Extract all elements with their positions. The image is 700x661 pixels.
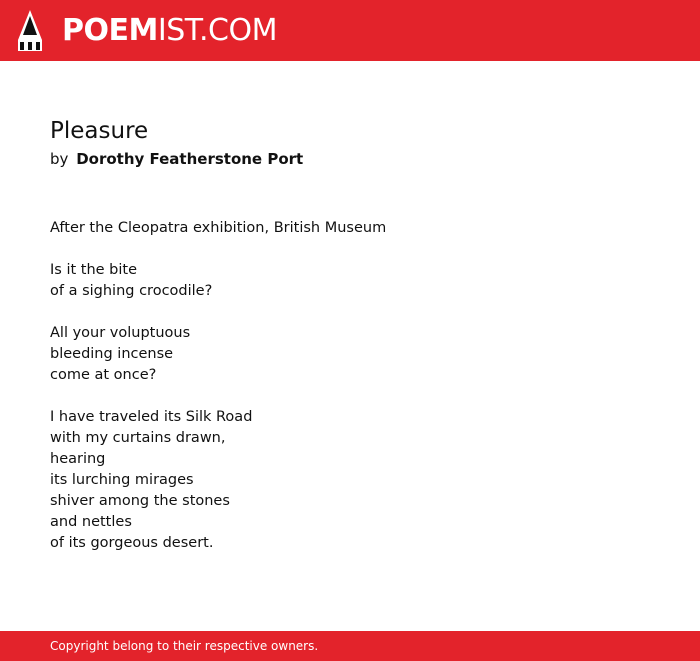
site-footer xyxy=(0,631,700,661)
poem-line: bleeding incense xyxy=(50,346,174,362)
poem-line: I have traveled its Silk Road xyxy=(50,409,253,425)
poem-line: All your voluptuous xyxy=(50,325,191,341)
poem-line: of a sighing crocodile? xyxy=(50,283,213,299)
poem-line: of its gorgeous desert. xyxy=(50,535,214,551)
site-header xyxy=(0,0,700,61)
poem-byline xyxy=(50,148,303,170)
pencil-tip-icon[interactable] xyxy=(18,10,42,51)
author-name: Dorothy Featherstone Port xyxy=(76,150,304,168)
poem-line: shiver among the stones xyxy=(50,493,230,509)
poem-line: After the Cleopatra exhibition, British Museum xyxy=(50,220,387,236)
by-label: by xyxy=(50,150,69,168)
poem-title: Pleasure xyxy=(50,118,149,144)
brand-light-text: IST.COM xyxy=(157,13,277,48)
poem-stanza xyxy=(50,260,386,302)
copyright-text: Copyright belong to their respective owners. xyxy=(50,639,319,653)
poem-line: and nettles xyxy=(50,514,132,530)
poem-line: its lurching mirages xyxy=(50,472,194,488)
site-logo-link[interactable] xyxy=(62,11,277,51)
poem-stanza xyxy=(50,218,386,239)
poem-line: hearing xyxy=(50,451,106,467)
poem-line: Is it the bite xyxy=(50,262,138,278)
poem-line: with my curtains drawn, xyxy=(50,430,226,446)
poem-body xyxy=(50,218,386,575)
poem-stanza xyxy=(50,323,386,386)
poem-line: come at once? xyxy=(50,367,157,383)
poem-stanza xyxy=(50,407,386,554)
brand-bold-text: POEM xyxy=(62,13,158,48)
